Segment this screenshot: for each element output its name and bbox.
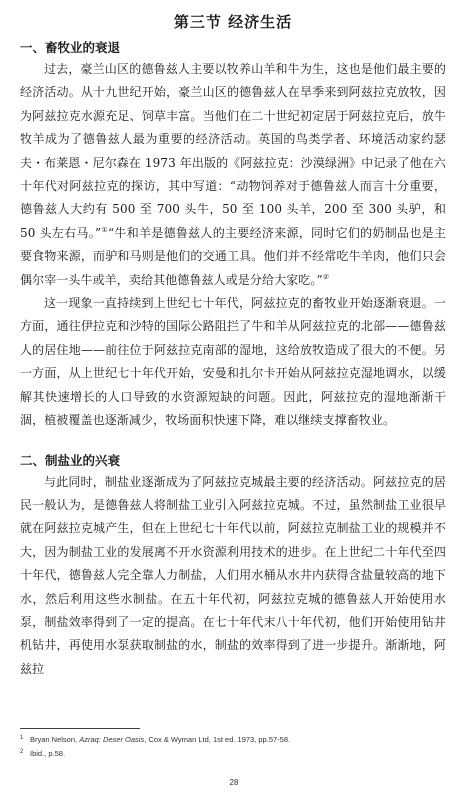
chapter-title: 第三节 经济生活 bbox=[173, 13, 293, 31]
paragraph-text: “牛和羊是德鲁兹人的主要经济来源，同时它们的奶制品也是主要食物来源，而驴和马则是他们的交通工具。他们并不经常吃牛羊肉，他们只会偶尔宰一头牛或羊，卖给其他德鲁兹人或是分给大家吃。” bbox=[20, 225, 446, 287]
footnote-publisher: , Cox & Wyman Ltd, 1st ed. 1973, pp.57-58. bbox=[144, 735, 291, 744]
paragraph-salt-industry: 与此同时，制盐业逐渐成为了阿兹拉克城最主要的经济活动。阿兹拉克的居民一般认为，是德鲁兹人将制盐工业引入阿兹拉克城。不过，虽然制盐工业很早就在阿兹拉克城产生，但在上世纪七十年代以前，阿兹拉克制盐工业的规模并不大，因为制盐工业的发展离不开水资源利用技术的进步。在上世纪二十年代至四十年代，德鲁兹人完全靠人力制盐，人们用水桶从水井内获得含盐量较高的地下水，然后利用这些水制盐。在五十年代初，阿兹拉克城的德鲁兹人开始使用水泵，制盐效率得到了一定的提高。在七十年代末八十年代初，他们开始使用钻井机钻井，再使用水泵获取制盐的水，制盐的效率得到了进一步提升。渐渐地，阿兹拉 bbox=[20, 474, 446, 676]
footnote-ref-2[interactable]: ② bbox=[322, 272, 330, 281]
section-heading-salt-industry: 二、制盐业的兴衰 bbox=[20, 452, 121, 468]
page-number: 28 bbox=[229, 778, 239, 787]
paragraph-husbandry-decline: 这一现象一直持续到上世纪七十年代，阿兹拉克的畜牧业开始逐渐衰退。一方面，通往伊拉克和沙特的国际公路阻拦了牛和羊从阿兹拉克的北部——德鲁兹人的居住地——前往位于阿兹拉克南部的湿地，这给放牧造成了很大的不便。另一方面，从上世纪七十年代开始，安曼和扎尔卡开始从阿兹拉克湿地调水，以缓解其快速增长的人口导致的水资源短缺的问题。因此，阿兹拉克的湿地渐渐干涸，植被覆盖也逐渐减少，牧场面积快速下降，难以继续支撑畜牧业。 bbox=[20, 296, 446, 428]
footnotes bbox=[20, 733, 446, 761]
footnote-divider bbox=[20, 728, 140, 729]
footnote-ref-1[interactable]: ① bbox=[101, 225, 108, 234]
footnote-text: Ibid., p.58. bbox=[30, 749, 66, 758]
footnote-book-title: Azraq: Deser Oasis bbox=[79, 735, 145, 744]
section-heading-animal-husbandry: 一、畜牧业的衰退 bbox=[20, 40, 121, 55]
footnote-2: 2 Ibid., p.58. bbox=[20, 748, 66, 758]
paragraph-husbandry-history bbox=[20, 58, 446, 292]
paragraph-text: 过去，豪兰山区的德鲁兹人主要以牧养山羊和牛为生，这也是他们最主要的经济活动。从十九世纪开始，豪兰山区的德鲁兹人在旱季来到阿兹拉克放牧，因为阿兹拉克水源充足、饲草丰富。当他们在二十世纪初定居于阿兹拉克后，放牛牧羊成为了德鲁兹人最为重要的经济活动。英国的鸟类学者、环境活动家约瑟夫・布莱恩・尼尔森在 1973 年出版的《阿兹拉克：沙漠绿洲》中记录了他在六十年代对阿兹拉克的探访，其中写道：“动物饲养对于德鲁兹人而言十分重要，德鲁兹人大约有 500 至 700 头牛，50 至 100 头羊，200 至 300 头驴，和 50 头左右马。” bbox=[20, 62, 446, 240]
footnote-1: 1 Bryan Nelson, Azraq: Deser Oasis, Cox & Wyman Ltd, 1st ed. 1973, pp.57-58. bbox=[20, 734, 291, 744]
footnote-author: Bryan Nelson, bbox=[30, 735, 80, 744]
